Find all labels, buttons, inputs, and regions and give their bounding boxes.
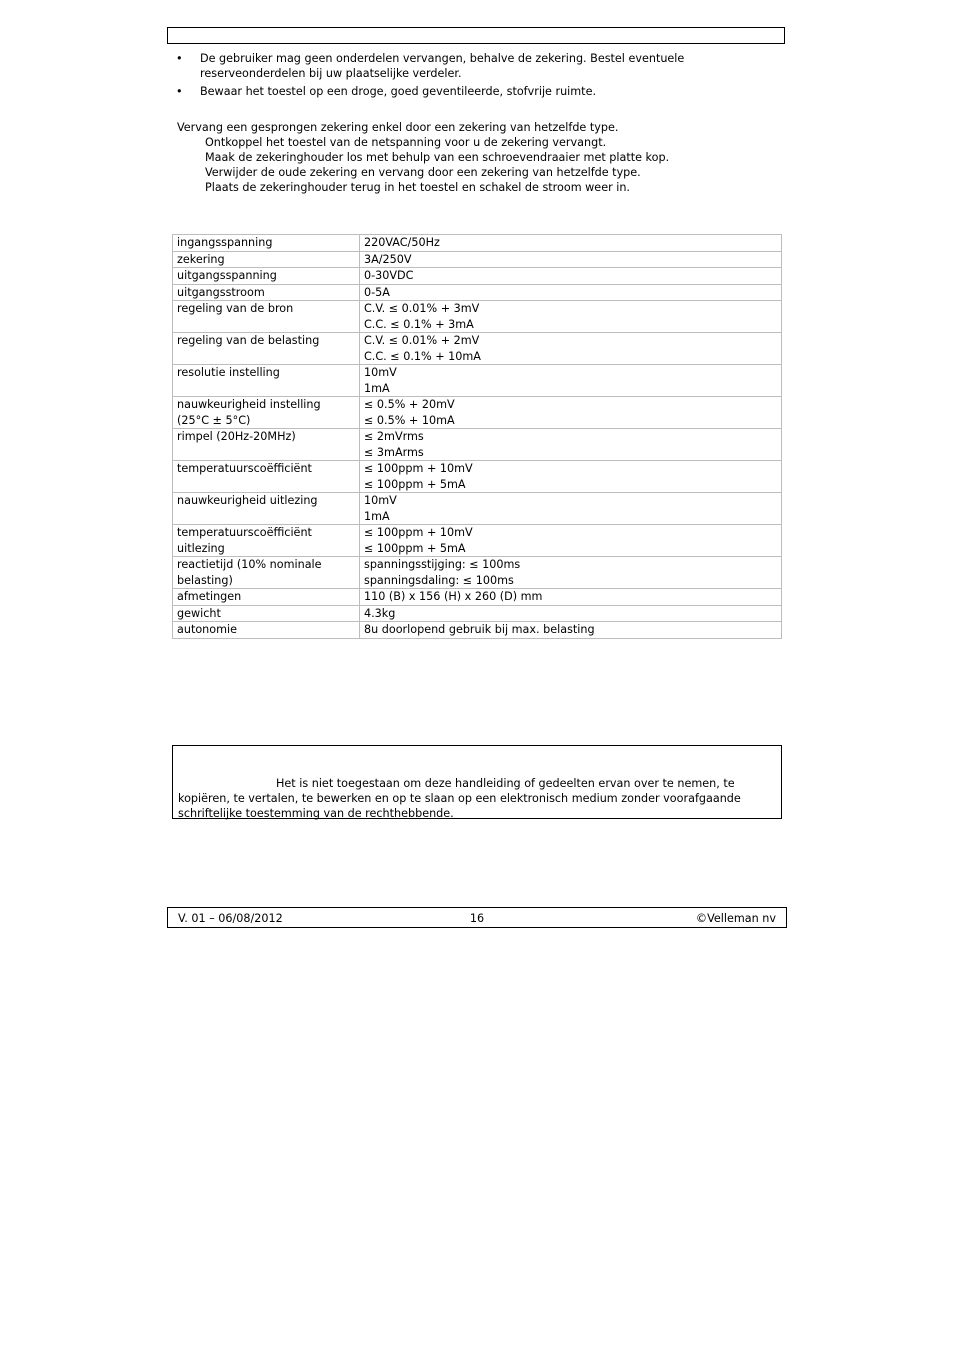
spec-label-cell: [173, 557, 360, 589]
spec-label: zekering: [177, 252, 225, 266]
spec-label-cell: [173, 333, 360, 365]
spec-value: spanningsstijging: ≤ 100ms: [364, 558, 521, 571]
spec-label: autonomie: [177, 623, 238, 636]
spec-value-cell: [360, 461, 782, 493]
spec-value: ≤ 3mArms: [364, 445, 424, 459]
spec-value: 8u doorlopend gebruik bij max. belasting: [364, 623, 595, 636]
table-row: [173, 429, 782, 461]
table-row: [173, 365, 782, 397]
fuse-step: Ontkoppel het toestel van de netspanning voor u de zekering vervangt.: [205, 136, 607, 149]
spec-value-cell: [360, 235, 782, 252]
spec-value: 10mV: [364, 366, 397, 379]
table-row: [173, 333, 782, 365]
specifications-table: [172, 234, 782, 639]
copyright-notice-box: [172, 745, 782, 819]
page-header-box: [167, 27, 785, 44]
spec-value-cell: [360, 268, 782, 285]
spec-value-cell: [360, 284, 782, 301]
table-row: [173, 284, 782, 301]
spec-label: uitgangsstroom: [177, 285, 265, 299]
table-row: [173, 557, 782, 589]
spec-label: reactietijd (10% nominale: [177, 558, 322, 571]
spec-value: ≤ 100ppm + 5mA: [364, 541, 466, 555]
spec-value-cell: [360, 605, 782, 622]
fuse-step: Maak de zekeringhouder los met behulp van een schroevendraaier met platte kop.: [205, 151, 670, 164]
spec-value: 220VAC/50Hz: [364, 236, 440, 249]
spec-value: C.V. ≤ 0.01% + 2mV: [364, 334, 480, 347]
spec-value-cell: [360, 397, 782, 429]
copyright-line: Het is niet toegestaan om deze handleiding of gedeelten ervan over te nemen, te: [276, 777, 735, 790]
spec-label: regeling van de bron: [177, 302, 294, 315]
spec-value-cell: [360, 622, 782, 639]
spec-label: (25°C ± 5°C): [177, 413, 251, 427]
spec-value-cell: [360, 251, 782, 268]
spec-value: 1mA: [364, 381, 390, 395]
spec-label-cell: [173, 397, 360, 429]
spec-value: C.C. ≤ 0.1% + 10mA: [364, 349, 481, 363]
footer-version: V. 01 – 06/08/2012: [178, 912, 283, 925]
spec-value-cell: [360, 333, 782, 365]
bullet-dot-icon: •: [176, 52, 183, 65]
table-row: [173, 235, 782, 252]
fuse-intro: Vervang een gesprongen zekering enkel door een zekering van hetzelfde type.: [177, 121, 619, 134]
bullet-dot-icon: •: [176, 85, 183, 98]
table-row: [173, 268, 782, 285]
spec-label: belasting): [177, 573, 233, 587]
table-row: [173, 461, 782, 493]
spec-value-cell: [360, 429, 782, 461]
spec-value: 3A/250V: [364, 252, 412, 266]
table-row: [173, 251, 782, 268]
spec-label-cell: [173, 284, 360, 301]
spec-value-cell: [360, 493, 782, 525]
table-row: [173, 301, 782, 333]
spec-label: nauwkeurigheid uitlezing: [177, 494, 318, 507]
spec-value: ≤ 100ppm + 10mV: [364, 526, 473, 539]
spec-value-cell: [360, 301, 782, 333]
spec-label: temperatuurscoëfficiënt: [177, 526, 312, 539]
spec-value-cell: [360, 525, 782, 557]
spec-value: 1mA: [364, 509, 390, 523]
spec-label: uitgangsspanning: [177, 269, 277, 282]
spec-label-cell: [173, 493, 360, 525]
list-item: [176, 84, 736, 99]
table-row: [173, 397, 782, 429]
spec-value: 10mV: [364, 494, 397, 507]
spec-label-cell: [173, 461, 360, 493]
spec-label-cell: [173, 301, 360, 333]
spec-label-cell: [173, 429, 360, 461]
spec-value-cell: [360, 557, 782, 589]
spec-value: 0-5A: [364, 285, 390, 299]
spec-value: ≤ 100ppm + 10mV: [364, 462, 473, 475]
spec-value: 4.3kg: [364, 606, 396, 620]
spec-label: afmetingen: [177, 590, 242, 603]
spec-label: regeling van de belasting: [177, 334, 320, 347]
spec-value: 110 (B) x 156 (H) x 260 (D) mm: [364, 590, 543, 603]
spec-label: temperatuurscoëfficiënt: [177, 462, 312, 475]
spec-label-cell: [173, 605, 360, 622]
spec-value: ≤ 0.5% + 10mA: [364, 413, 455, 427]
table-row: [173, 493, 782, 525]
spec-label-cell: [173, 251, 360, 268]
fuse-step: Verwijder de oude zekering en vervang door een zekering van hetzelfde type.: [205, 166, 641, 179]
bullet-text: Bewaar het toestel op een droge, goed geventileerde, stofvrije ruimte.: [200, 85, 597, 98]
spec-value: ≤ 2mVrms: [364, 430, 424, 443]
bullet-text: De gebruiker mag geen onderdelen vervangen, behalve de zekering. Bestel eventuele reserveonderdelen bij uw plaatselijke verdeler.: [200, 52, 685, 80]
fuse-instructions: [177, 120, 777, 195]
spec-value: ≤ 0.5% + 20mV: [364, 398, 455, 411]
spec-label: ingangsspanning: [177, 236, 273, 249]
table-row: [173, 589, 782, 606]
page-footer: [167, 907, 787, 928]
spec-label: resolutie instelling: [177, 366, 280, 379]
spec-label-cell: [173, 622, 360, 639]
spec-label-cell: [173, 268, 360, 285]
spec-label-cell: [173, 365, 360, 397]
spec-label: nauwkeurigheid instelling: [177, 398, 321, 411]
spec-value-cell: [360, 365, 782, 397]
footer-page-number: 16: [469, 912, 485, 925]
spec-label-cell: [173, 525, 360, 557]
spec-label: rimpel (20Hz-20MHz): [177, 430, 296, 443]
table-row: [173, 525, 782, 557]
spec-value: ≤ 100ppm + 5mA: [364, 477, 466, 491]
spec-value: spanningsdaling: ≤ 100ms: [364, 573, 514, 587]
table-row: [173, 605, 782, 622]
spec-value: C.V. ≤ 0.01% + 3mV: [364, 302, 480, 315]
copyright-line: schriftelijke toestemming van de rechthebbende.: [178, 807, 454, 820]
spec-value: C.C. ≤ 0.1% + 3mA: [364, 317, 474, 331]
fuse-step: Plaats de zekeringhouder terug in het toestel en schakel de stroom weer in.: [205, 181, 630, 194]
spec-label-cell: [173, 589, 360, 606]
spec-label: gewicht: [177, 606, 221, 620]
bullet-list: [176, 51, 736, 102]
table-row: [173, 622, 782, 639]
spec-label-cell: [173, 235, 360, 252]
list-item: [176, 51, 736, 81]
footer-copyright: ©Velleman nv: [695, 912, 776, 925]
spec-value-cell: [360, 589, 782, 606]
copyright-line: kopiëren, te vertalen, te bewerken en op te slaan op een elektronisch medium zonder voorafgaande: [178, 792, 741, 805]
spec-value: 0-30VDC: [364, 269, 414, 282]
spec-label: uitlezing: [177, 541, 225, 555]
